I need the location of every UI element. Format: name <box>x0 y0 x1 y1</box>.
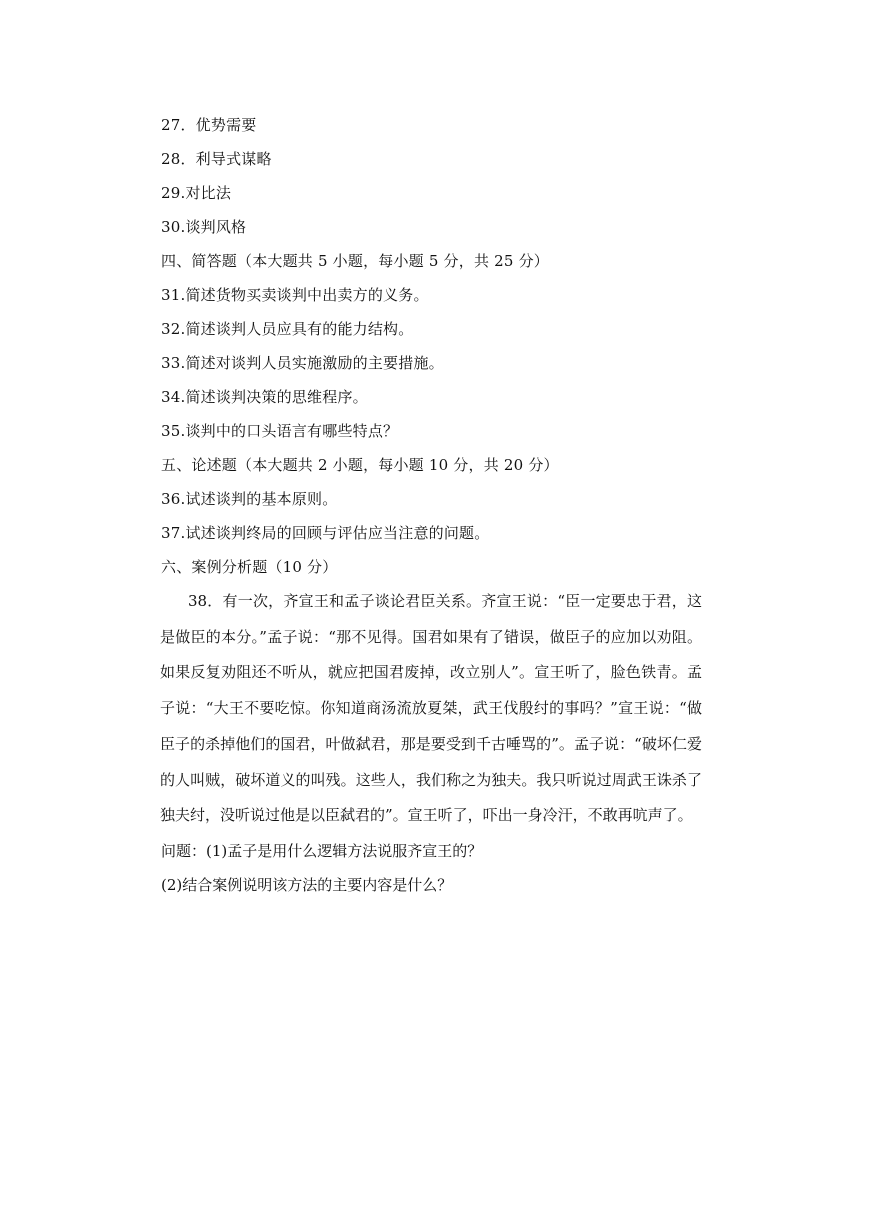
exam-content <box>161 108 721 902</box>
question-35: 35.谈判中的口头语言有哪些特点？ <box>161 422 399 440</box>
case-question-1: 问题：(1)孟子是用什么逻辑方法说服齐宣王的？ <box>161 841 483 860</box>
question-31: 31.简述货物买卖谈判中出卖方的义务。 <box>161 286 429 304</box>
question-37: 37.试述谈判终局的回顾与评估应当注意的问题。 <box>161 524 490 542</box>
question-33: 33.简述对谈判人员实施激励的主要措施。 <box>161 354 444 372</box>
term-item-27: 27．优势需要 <box>161 116 257 134</box>
section-heading-short-answer: 四、简答题（本大题共 5 小题，每小题 5 分，共 25 分） <box>161 252 549 270</box>
case-paragraph-38: 38．有一次，齐宣王和孟子谈论君臣关系。齐宣王说：“臣一定要忠于君，这是做臣的本分。”孟子说：“那不见得。国君如果有了错误，做臣子的应加以劝阻。如果反复劝阻还不听从，就应把国君废掉，改立别人”。宣王听了，脸色铁青。孟子说：“大王不要吃惊。你知道商汤流放夏桀，武王伐殷纣的事吗？”宣王说：“做臣子的杀掉他们的国君，叶做弑君，那是要受到千古唾骂的”。孟子说：“破坏仁爱的人叫贼，破坏道义的叫残。这些人，我们称之为独夫。我只听说过周武王诛杀了独夫纣，没听说过他是以臣弑君的”。宣王听了，吓出一身冷汗，不敢再吭声了。 <box>160 592 702 825</box>
case-question-2: (2)结合案例说明该方法的主要内容是什么？ <box>161 875 453 894</box>
term-item-30: 30.谈判风格 <box>161 218 247 236</box>
term-item-29: 29.对比法 <box>161 184 232 202</box>
question-36: 36.试述谈判的基本原则。 <box>161 490 338 508</box>
term-item-28: 28．利导式谋略 <box>161 150 272 168</box>
section-heading-case-analysis: 六、案例分析题（10 分） <box>161 558 338 576</box>
question-32: 32.简述谈判人员应具有的能力结构。 <box>161 320 414 338</box>
question-34: 34.简述谈判决策的思维程序。 <box>161 388 368 406</box>
section-heading-essay: 五、论述题（本大题共 2 小题，每小题 10 分，共 20 分） <box>161 456 559 474</box>
